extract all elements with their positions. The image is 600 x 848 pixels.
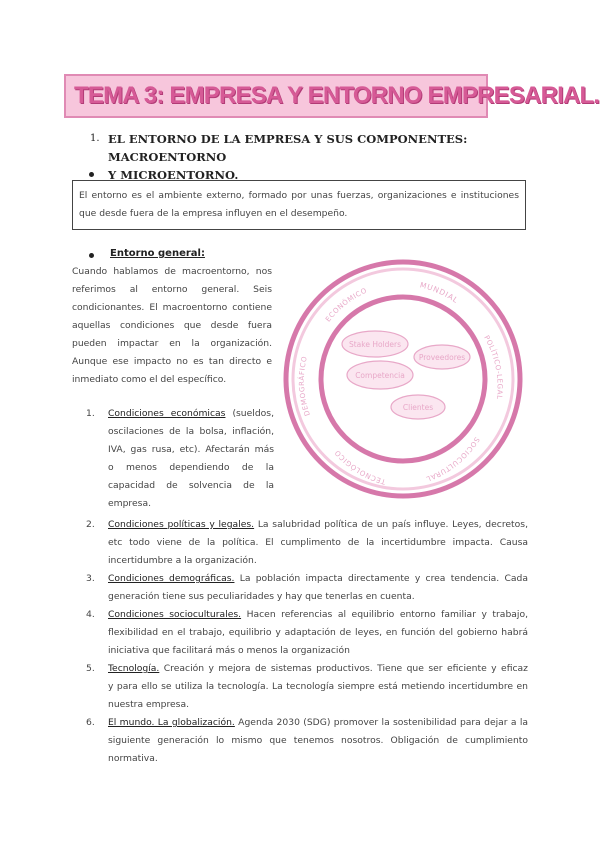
item-text: generación tiene sus peculiaridades y hay que tenerlas en cuenta. [108, 591, 415, 602]
item-text: iniciativa que facilitará más o menos la organización [108, 645, 350, 656]
conditions-list-narrow [86, 405, 274, 513]
bubble-competencia-label: Competencia [355, 371, 405, 380]
intro-line: condicionantes. El macroentorno contiene [72, 302, 272, 313]
item-text: IVA, gas rusa, etc). Afectarán más [108, 444, 274, 455]
label-economico: ECONÓMICO [324, 286, 369, 324]
list-item [86, 660, 528, 714]
section-heading [90, 130, 530, 184]
intro-line: Aunque ese impacto no es tan directo e [72, 356, 272, 367]
item-title: Condiciones socioculturales. [108, 609, 242, 620]
list-item [86, 405, 274, 513]
item-title: Condiciones políticas y legales. [108, 519, 255, 530]
item-text: La población impacta directamente y crea tendencia. Cada [234, 573, 528, 584]
bullet-dot [89, 172, 94, 177]
definition-line: que desde fuera de la empresa influyen en el desempeño. [79, 208, 348, 219]
list-item [86, 606, 528, 660]
item-text: etc todo viene de la política. El cumplimento de la incertidumbre impacta. Causa [108, 537, 528, 548]
subheading-entorno-general: Entorno general: [110, 248, 205, 259]
item-number: 5. [86, 663, 95, 674]
svg-text:DEMOGRÁFICO [297, 355, 312, 417]
intro-paragraph [72, 263, 272, 389]
item-text: flexibilidad en el trabajo, equilibrio y adaptación de leyes, en función del gobierno habrá [108, 627, 528, 638]
item-text: o menos dependiendo de la [108, 462, 274, 473]
label-politico-legal: POLÍTICO-LEGAL [482, 334, 504, 400]
item-text: La salubridad política de un país influye. Leyes, decretos, [254, 519, 528, 530]
macroentorno-diagram [272, 255, 528, 503]
page-title: TEMA 3: EMPRESA Y ENTORNO EMPRESARIAL. [74, 82, 600, 109]
item-number: 3. [86, 573, 95, 584]
item-text: nuestra empresa. [108, 699, 190, 710]
intro-line: Cuando hablamos de macroentorno, nos [72, 266, 272, 277]
item-title: Condiciones demográficas. [108, 573, 235, 584]
label-tecnologico: TECNOLÓGICO [333, 448, 387, 486]
intro-line: pueden impactar en la organización. [72, 338, 272, 349]
bubble-stakeholders-label: Stake Holders [348, 340, 402, 349]
list-item [86, 714, 528, 768]
label-sociocultural: SOCIOCULTURAL [424, 435, 481, 483]
item-text: empresa. [108, 498, 151, 509]
section-heading-line-2: Y MICROENTORNO. [108, 168, 239, 182]
item-text: incertidumbre a la organización. [108, 555, 257, 566]
intro-line: aquellas condiciones que desde fuera [72, 320, 272, 331]
item-title: Tecnología. [108, 663, 160, 674]
item-number: 2. [86, 519, 95, 530]
title-banner [64, 74, 600, 118]
item-text: oscilaciones de la bolsa, inflación, [108, 426, 274, 437]
label-demografico: DEMOGRÁFICO [297, 355, 312, 417]
item-text: normativa. [108, 753, 158, 764]
item-number: 6. [86, 717, 95, 728]
item-text: Hacen referencias al equilibrio entorno familiar y trabajo, [241, 609, 528, 620]
item-title: Condiciones económicas [108, 408, 226, 419]
item-text: siguiente generación lo mismo que tenemos nosotros. Obligación de cumplimiento [108, 735, 528, 746]
bubble-clientes-label: Clientes [402, 403, 434, 412]
item-title: El mundo. La globalización. [108, 717, 235, 728]
item-text: (sueldos, [232, 408, 274, 419]
label-mundial: MUNDIAL [418, 280, 461, 306]
conditions-list-wide [86, 516, 528, 768]
definition-box [72, 180, 526, 230]
item-text: y para ello se utiliza la tecnología. La tecnología siempre está metiendo incertidumbre en [108, 681, 528, 692]
definition-line: El entorno es el ambiente externo, formado por unas fuerzas, organizaciones e instituciones [79, 190, 519, 201]
intro-line: inmediato como el del específico. [72, 374, 227, 385]
section-heading-line-1: EL ENTORNO DE LA EMPRESA Y SUS COMPONENTES: MACROENTORNO [108, 132, 468, 164]
item-text: capacidad de solvencia de la [108, 480, 274, 491]
item-number: 4. [86, 609, 95, 620]
bubble-proveedores-label: Proveedores [418, 353, 466, 362]
item-text: Agenda 2030 (SDG) promover la sostenibilidad para dejar a la [234, 717, 529, 728]
list-item [86, 570, 528, 606]
item-text: Creación y mejora de sistemas productivos. Tiene que ser eficiente y eficaz [159, 663, 528, 674]
section-number: 1. [90, 133, 100, 144]
bullet-dot [89, 253, 94, 258]
intro-line: referimos al entorno general. Seis [72, 284, 272, 295]
list-item [86, 516, 528, 570]
item-number: 1. [86, 408, 95, 419]
